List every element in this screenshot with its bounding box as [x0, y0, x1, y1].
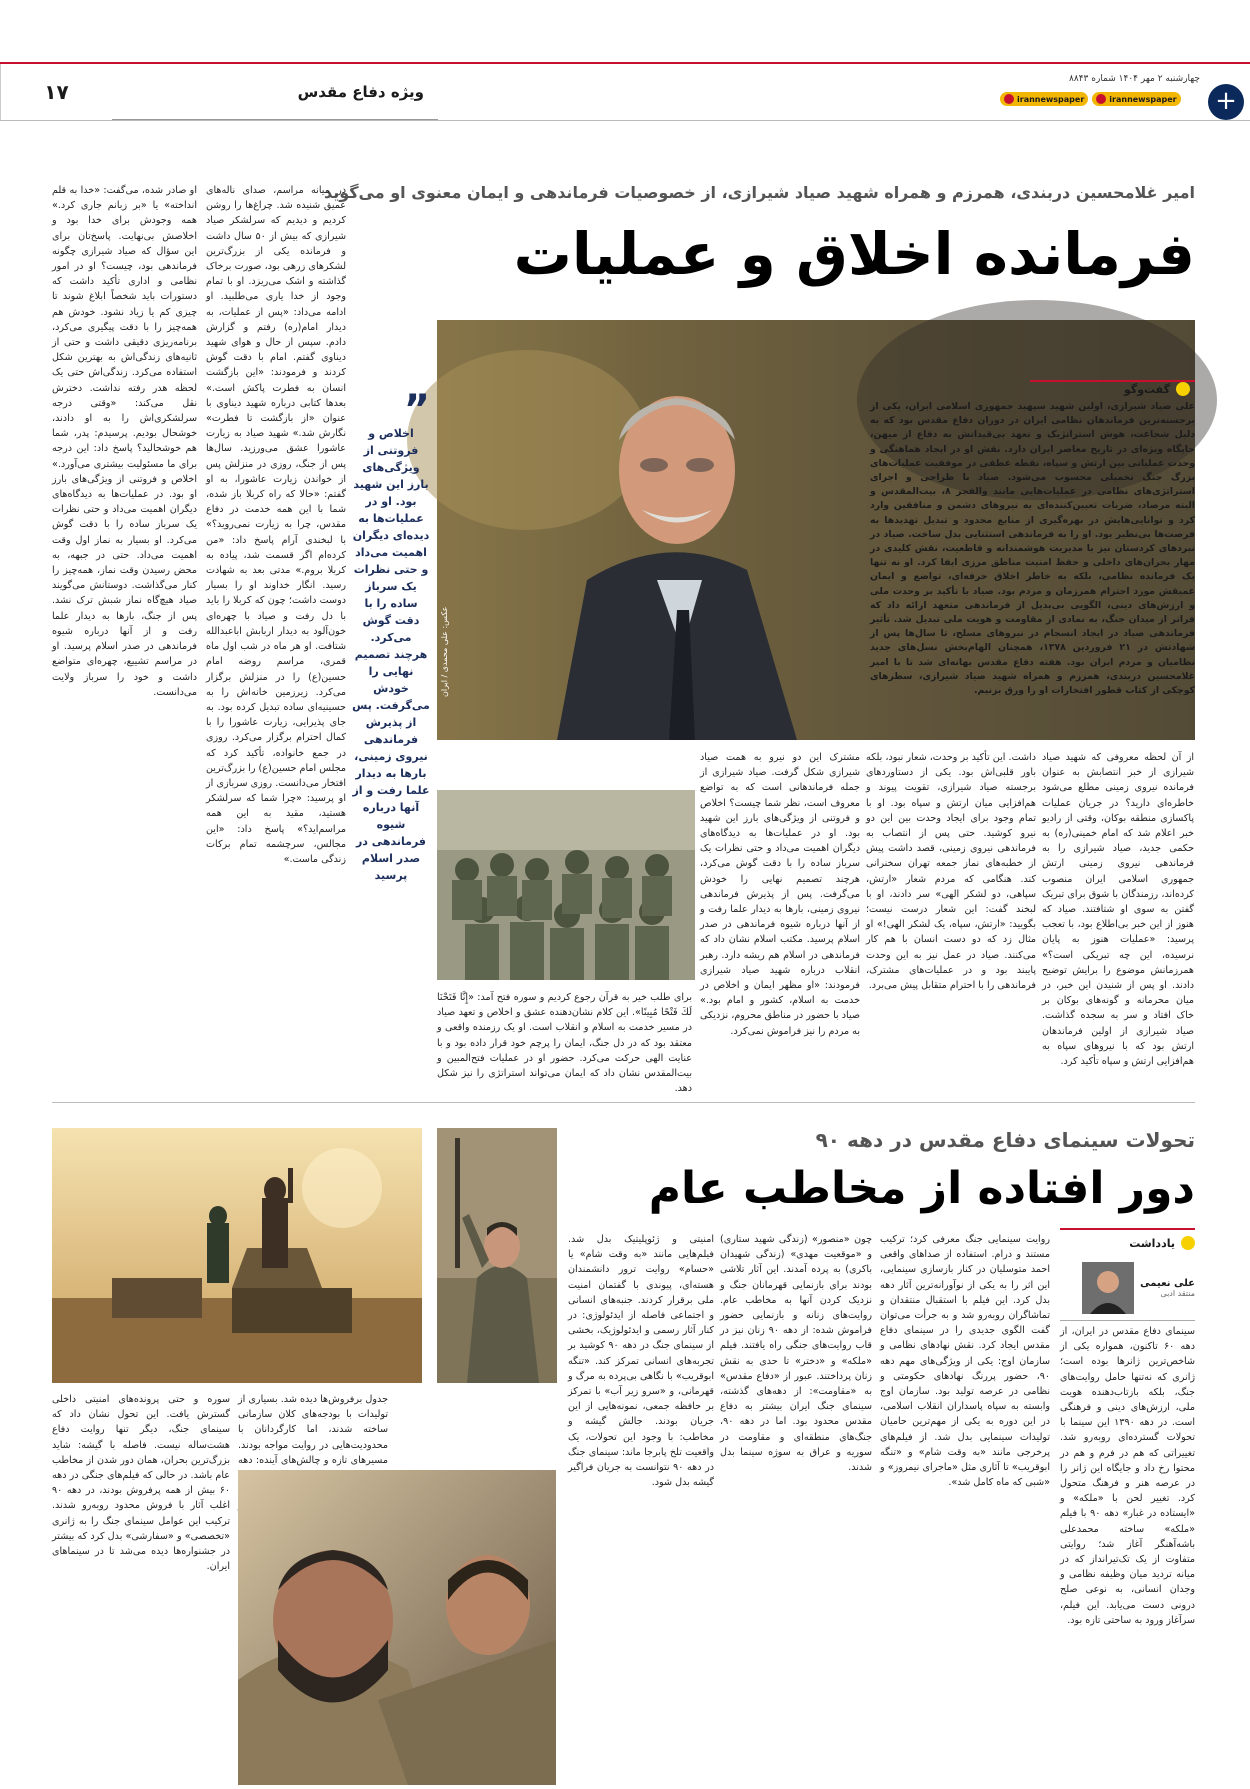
social-handle-left[interactable]: irannewspaper: [1092, 92, 1180, 106]
tag-rule: [1030, 380, 1195, 382]
interview-col-b: او صادر شده، می‌گفت: «خدا به قلم انداخته» یا «بر زبانم جاری کرد.» همه وجودش برای خدا بود و اخلاصش بی‌نهایت. پاسخ‌تان برای این سؤال که صیاد شیرازی چگونه فرماندهی بود، چیست؟ او در امور نظامی و اداری تأکید داشت که دستورات باید شخصاً ابلاغ شوند تا چیزی کم یا زیاد نشود. خودش هم همه‌چیز را با دقت پیگیری می‌کرد، برنامه‌ریزی دقیقی داشت و حتی از ثانیه‌های زندگی‌اش به بهترین شکل استفاده می‌کرد. زندگی‌اش حتی یک لحظه هدر رفته نداشت. دخترش نقل می‌کند: «وقتی درجه سرلشکری‌اش را به او دادند، خوشحال بودیم. پرسیدم: پدر، شما هم خوشحالید؟ پاسخ داد: این درجه برای ما مسئولیت بیشتری می‌آورد.» اخلاص و فروتنی از ویژگی‌های بارز او بود. در عملیات‌ها به دیدگاه‌های دیگران اهمیت می‌داد و حتی نظرات یک سرباز ساده را با دقت گوش می‌کرد. او بسیار به نماز اول وقت اهمیت می‌داد. حتی در جبهه، به محض رسیدن وقت نماز، همه‌چیز را کنار می‌گذاشت. دوستانش می‌گویند صیاد هیچ‌گاه نماز شبش ترک نشد. پس از جنگ، بارها به دیدار علما رفت و از آنها درباره شیوه فرماندهی در صدر اسلام پرسید. او در مراسم تشییع، چهره‌ای متواضع داشت و خود را سرباز ولایت می‌دانست.: [52, 185, 197, 698]
soldiers-figure: [437, 790, 695, 980]
cinema-col-5: جدول برفروش‌ها دیده شد. بسیاری از تولیدات با بودجه‌های کلان سازمانی ساخته شدند، اما کارگردانان با محدودیت‌هایی در روایت مواجه بودند. مسیرهای تازه و چالش‌های آینده: دهه: [238, 1394, 388, 1466]
cinema-col-1: سینمای دفاع مقدس در ایران، از دهه ۶۰ تاکنون، همواره یکی از شاخص‌ترین ژانرها بوده است؛ ژانری که نه‌تنها حامل روایت‌های جنگ، بلکه بازتاب‌دهنده هویت ملی، ارزش‌های دینی و فرهنگی است. در دهه ۱۳۹۰ این سینما با تحولات گسترده‌ای روبه‌رو شد. تغییراتی که هم در فرم و هم در محتوا رخ داد و جایگاه این ژانر را در عرصه هنر و فرهنگ متحول کرد. تغییر لحن با «ملکه» و «ایستاده در غبار» دهه ۹۰ با فیلم «ملکه» ساخته محمدعلی باشه‌آهنگر آغاز شد؛ روایتی متفاوت از یک تک‌تیرانداز که در میانه تردید میان وظیفه نظامی و وجدان انسانی، به نوعی صلح درونی دست می‌یابد. این فیلم، سرآغاز ورود به ساحتی تازه بود.: [1060, 1326, 1195, 1626]
page-number: ۱۷: [44, 80, 69, 104]
telegram-icon: [1096, 94, 1106, 104]
note-tag: یادداشت: [1129, 1236, 1175, 1250]
interview-col-e: مشترک این دو نیرو به همت صیاد شیرازی شکل گرفت. صیاد شیرازی از جمله فرماندهانی است که به تواضع معروف است، نظر شما چیست؟ اخلاص و فروتنی از ویژگی‌های بارز این شهید بود. او در عملیات‌ها به دیدگاه‌های دیگران اهمیت می‌داد و حتی نظرات یک سرباز ساده را با دقت گوش می‌کرد، هرچند تصمیم نهایی را خودش می‌گرفت. پس از پذیرش فرماندهی نیروی زمینی، بارها به دیدار علما رفت و از آنها درباره شیوه فرماندهی در صدر اسلام پرسید. مکتب اسلام نشان داد که فرماندهی در اسلام هم ریشه دارد. رهبر انقلاب درباره شهید صیاد شیرازی فرمودند: «او مظهر ایمان و اخلاص در خدمت به اسلام، کشور و امام بود.» صیاد با حضور در مناطق محروم، نزدیکی به مردم را نیز فراموش نمی‌کرد.: [700, 752, 860, 1037]
author-role: منتقد ادبی: [1160, 1289, 1195, 1298]
section-separator: [52, 1102, 1195, 1103]
instagram-icon: [1004, 94, 1014, 104]
interview-col-f: برای طلب خیر به قرآن رجوع کردیم و سوره فتح آمد: «إِنَّا فَتَحْنَا لَكَ فَتْحًا مُبِينًا». این کلام نشان‌دهنده عشق و اخلاص و تعهد صیاد در مسیر خدمت به اسلام و انقلاب است. او یک رزمنده واقعی و معتقد بود که در دل جنگ، ایمان را پرچم خود قرار داده بود و با عنایت الهی حرکت می‌کرد. حضور او در عملیات فتح‌المبین و بیت‌المقدس نشان داد که ایمان می‌تواند استراتژی را نیز شکل دهد.: [437, 992, 692, 1095]
quote-icon: ”: [403, 387, 430, 433]
rifle-figure: [437, 1128, 557, 1383]
social-handle-right[interactable]: irannewspaper: [1000, 92, 1088, 106]
section-title-box: [112, 64, 438, 120]
note-dot-icon: [1181, 1236, 1195, 1250]
cinema-headline: دور افتاده از مخاطب عام: [648, 1163, 1195, 1214]
interview-tag-row: [1030, 382, 1190, 396]
interview-col-c: از آن لحظه معروفی که شهید صیاد شیرازی از خبر انتصابش به عنوان فرمانده نیروی زمینی مطلع می‌شود خاطره‌ای دارید؟ در جریان عملیات پاکسازی منطقه بوکان، وقتی از رادیو خبر اعلام شد که امام خمینی(ره) به حکمی جدید، صیاد شیرازی را به فرماندهی نیروی زمینی ارتش جمهوری اسلامی ایران منصوب کرده‌اند، رزمندگان با شوق برای تبریک گفتن به سوی او شتافتند. صیاد که هنوز از این خبر بی‌اطلاع بود، با تعجب پرسید: «عملیات هنوز به پایان نرسیده، این چه تبریکی است؟» همرزمانش موضوع را برایش توضیح دادند. او پس از شنیدن این خبر، در میان محرمانه و گونه‌های بوکان بر خاک افتاد و سر به سجده گذاشت. صیاد شیرازی از اولین فرماندهان ارتش بود که با نیروهای سپاه به هم‌افزایی ارتش و سپاه تأکید کرد.: [1042, 752, 1194, 1068]
author-name: علی نعیمی: [1140, 1278, 1195, 1289]
interview-kicker: امیر غلامحسین دربندی، همرزم و همراه شهید صیاد شیرازی، از خصوصیات فرماندهی و ایمان معنوی او می‌گوید: [323, 183, 1195, 202]
closeup-figure: [238, 1470, 556, 1785]
interview-tag: گفت‌وگو: [1123, 382, 1170, 396]
pullquote: اخلاص و فروتنی از ویژگی‌های بارز این شهید بود. او در عملیات‌ها به دیده‌ای دیگران اهمیت می‌داد و حتی نظرات یک سرباز ساده را با دقت گوش می‌کرد. هرچند تصمیم نهایی را خودش می‌گرفت. پس از پذیرش فرماندهی نیروی زمینی، بارها به دیدار علما رفت و از آنها درباره شیوه فرماندهی در صدر اسلام پرسید: [352, 427, 430, 882]
cinema-col-4: امنیتی و ژئوپلیتیک بدل شد. فیلم‌هایی مانند «به وقت شام» یا «حسام» روایت ترور دانشمندان هسته‌ای، پیوندی با گفتمان امنیت ملی برقرار کردند. جنبه‌های انسانی و اجتماعی فاصله از ایدئولوژی: در کنار آثار رسمی و ایدئولوژیک، بخشی از سینمای جنگ در دهه ۹۰ کوشید بر تجربه‌های انسانی تمرکز کند. «تنگه ابوقریب» با نگاهی بی‌پرده به مرگ و قهرمانی، و «سرو زیر آب» با تمرکز بر حافظه جمعی، نمونه‌هایی از این جریان بودند. جالش گیشه و مخاطب: با وجود این تحولات، یک واقعیت تلخ پابرجا ماند: سینمای جنگ در دهه ۹۰ نتوانست به جریان فراگیر گیشه بدل شود.: [568, 1234, 714, 1489]
interview-col-d: داشت. این تأکید بر وحدت، شعار نبود، بلکه باور قلبی‌اش بود. یکی از دستاوردهای برجسته صیاد شیرازی، تقویت پیوند و هم‌افزایی میان ارتش و سپاه بود. او با تمام وجود برای ایجاد وحدت بین این دو نیرو کوشید. حتی پس از انتصاب به فرماندهی نیروی زمینی، قصد داشت پیش از خطبه‌های نماز جمعه تهران سخنرانی کند. هنگامی که مردم شعار «ارتش، سپاهی، دو لشکر الهی» سر دادند، او با لبخند گفت: این شعار درست نیست؛ بگویید: «ارتش، سپاه، یک لشکر الهی!» او مثال زد که دو دست انسان با هم کار می‌کنند. صیاد در عمل نیز به این وحدت پایبند بود و در عملیات‌های مشترک، فرماندهی را با احترام متقابل پیش می‌برد.: [866, 752, 1036, 992]
film-still-closeup: [238, 1470, 556, 1785]
film-still-woman: [52, 1128, 422, 1383]
page-number-box: [0, 64, 112, 120]
note-rule: [1060, 1228, 1195, 1230]
interview-intro: علی صیاد شیرازی، اولین شهید سپهبد جمهوری اسلامی ایران، یکی از برجسته‌ترین فرماندهان نظامی ایران در دوران دفاع مقدس بود که به دلیل شجاعت، هوش استراتژیک و تعهد بی‌قیدانش به دفاع از میهن، جایگاه ویژه‌ای در تاریخ معاصر ایران دارد. نقش او در ایجاد هماهنگی و وحدت عملیاتی بین ارتش و سپاه، نقطه عطفی در موفقیت عملیات‌های بزرگ جنگ تحمیلی محسوب می‌شود. صیاد با طراحی و اجرای استراتژی‌های نظامی در عملیات‌هایی مانند والفجر ۸، بیت‌المقدس و البته مرصاد، ضربات تعیین‌کننده‌ای به نیروهای دشمن و منافقین وارد کرد و توانایی‌هایش در بهره‌گیری از منابع محدود و تبدیل تهدیدها به فرصت‌ها بی‌نظیر بود. او را به فرماندهی استثنایی بدل ساخت. صیاد در نبردهای کردستان نیز با مدیریت هوشمندانه و قاطعیت، نقش کلیدی در مهار بحران‌های داخلی و حفظ امنیت مناطق مرزی ایفا کرد. او نه تنها یک فرمانده نظامی، بلکه به خاطر اخلاق حرفه‌ای، تواضع و ایمان عمیقش مورد احترام همرزمان و مردم بود. صیاد با تأکید بر وحدت ملی و ارزش‌های دینی، الگویی بی‌بدیل از فرماندهی متعهد ارائه داد که فراتر از میدان جنگ، به نمادی از مقاومت و هویت ملی تبدیل شد. تأثیر فرماندهی صیاد در ایجاد انسجام در نیروهای مسلح، تا سال‌ها پس از شهادتش در ۲۱ فروردین ۱۳۷۸، همچنان الهام‌بخش نسل‌های جدید نظامیان و مردم ایران بود. هفته دفاع مقدس بهانه‌ای شد تا با امیر غلامحسین دربندی، همرزم و همراه شهید صیاد شیرازی، سطرهای کوچکی از کتاب قطور افتخارات او را ورق بزنیم.: [870, 401, 1195, 697]
author-divider: [1060, 1320, 1195, 1321]
date-block: [1000, 74, 1200, 110]
section-title: ویژه دفاع مقدس: [297, 82, 424, 101]
soldiers-group-photo: [437, 790, 695, 980]
cinema-kicker: تحولات سینمای دفاع مقدس در دهه ۹۰: [815, 1128, 1195, 1152]
photo-credit: عکس: علی محمدی / ایران: [440, 606, 449, 697]
interview-headline: فرمانده اخلاق و عملیات: [513, 220, 1195, 288]
film-still-rifle: [437, 1128, 557, 1383]
cinema-col-3: چون «منصور» (زندگی شهید ستاری) و «موقعیت مهدی» (زندگی شهیدان باکری) به پرده آمدند. این آثار تلاشی بودند برای بازنمایی قهرمانان جنگ و نزدیک کردن آنها به مخاطب عام. روایت‌های زنانه و بازنمایی حضور فراموش شده: از دهه ۹۰ زنان نیز در قاب روایت‌های جنگی راه یافتند. فیلم «ملکه» و «دختر» تا حدی به نقش زنان پرداختند. عبور از «دفاع مقدس» به «مقاومت»: از دهه‌های گذشته، سینمای جنگ ایران بیشتر به دفاع مقدس محدود بود. اما در دهه ۹۰، جنگ‌های منطقه‌ای و مقاومت در سوریه و عراق به سوژه سینما بدل شدند.: [720, 1234, 873, 1474]
interview-col-a: در میانه مراسم، صدای ناله‌های عمیق شنیده شد. چراغ‌ها را روشن کردیم و دیدیم که سرلشکر صیاد شیرازی که بیش از ۵۰ سال داشت و فرمانده یکی از بزرگ‌ترین لشکرهای زرهی بود، صورت برخاک گذاشته و اشک می‌ریزد. او با تمام وجود از خدا یاری می‌طلبید. او ادامه می‌داد: «پس از عملیات، به دیدار امام(ره) رفتم و گزارش دادم. سپس از حال و هوای شهید دیناوی گفتم. امام با دقت گوش کردند و فرمودند: «این بازگشت انسان به فطرت پاکش است.» بعدها کتابی درباره شهید دیناوی با عنوان «از بازگشت تا فطرت» نگارش شد.» شهید صیاد به زیارت عاشورا عشق می‌ورزید. سال‌ها پس از جنگ، روزی در منزلش پس از خواندن زیارت عاشورا، به او گفتم: «حالا که راه کربلا باز شده، شما با این همه خدمت در دفاع مقدس، چرا به زیارت نمی‌روید؟» با لبخندی آرام پاسخ داد: «من کرده‌ام اگر قسمت شد، پیاده به کربلا بروم.» مدتی بعد به شهادت رسید. انگار خداوند او را بسیار دوست داشت؛ چون که کربلا را باید با دل رفت و صیاد با چهره‌ای خون‌آلود به دیدار اربابش ابا‌عبدالله شتافت. او هر ماه در شب اول ماه قمری، مراسم روضه امام حسین(ع) را در منزلش برگزار می‌کرد. زیرزمین خانه‌اش را به حسینیه‌ای ساده تبدیل کرده بود. به جای پذیرایی، زیارت عاشورا را با کمال احترام برگزار می‌کرد. روزی در جمع خانواده، تأکید کرد که مجلس امام حسین(ع) را بزرگ‌ترین افتخار می‌دانست. روزی سربازی از او پرسید: «چرا شما که سرلشکر هستید، مقید به این همه مراسم‌اید؟» پاسخ داد: «این مجالس، سرچشمه تمام برکات زندگی ماست.»: [206, 185, 346, 865]
cinema-col-2: روایت سینمایی جنگ معرفی کرد؛ ترکیب مستند و درام. استفاده از صداهای واقعی احمد متوسلیان در کنار بازسازی سینمایی، این اثر را به یکی از نوآورانه‌ترین آثار دهه بدل کرد. این فیلم با استقبال منتقدان و تماشاگران روبه‌رو شد و به جرأت می‌توان گفت الگوی جدیدی را در سینمای دفاع مقدس ایجاد کرد. نقش نهادهای نظامی و سازمان اوج: یکی از ویژگی‌های مهم دهه ۹۰، حضور پررنگ نهادهای حکومتی و نظامی در عرصه تولید بود. سازمان اوج وابسته به سپاه پاسداران انقلاب اسلامی، در این دوره به یکی از مهم‌ترین حامیان تولیدات سینمایی بدل شد. از فیلم‌های پرخرجی مانند «به وقت شام» و «تنگه ابوقریب» تا آثاری مثل «ماجرای نیمروز» و «شبی که ماه کامل شد».: [880, 1234, 1050, 1489]
tag-dot-icon: [1176, 382, 1190, 396]
plus-icon: +: [1208, 84, 1244, 120]
woman-scene-figure: [52, 1128, 422, 1383]
note-tag-row: [1060, 1236, 1195, 1250]
cinema-col-6: سوره و حتی پرونده‌های امنیتی داخلی گسترش یافت. این تحول نشان داد که سینمای جنگ، دیگر تنها روایت دفاع هشت‌ساله نیست. فاصله با گیشه: شاید بزرگ‌ترین بحران، همان دور شدن از مخاطب عام باشد. در حالی که فیلم‌های جنگی در دهه ۶۰ بیش از همه پرفروش بودند، در دهه ۹۰ اغلب آثار با فروش محدود روبه‌رو شدند. ترکیب این عوامل سینمای جنگ را به ژانری «تخصصی» و «سفارشی» بدل کرد که بیشتر در جشنواره‌ها دیده می‌شد تا در سینماهای ایران.: [52, 1394, 230, 1573]
issue-date: چهارشنبه ۲ مهر ۱۴۰۴ شماره ۸۸۴۳: [1069, 74, 1200, 84]
header-divider: [0, 120, 1250, 121]
social-handles: [1000, 92, 1200, 106]
author-block: [1060, 1262, 1195, 1314]
author-avatar: [1082, 1262, 1134, 1314]
